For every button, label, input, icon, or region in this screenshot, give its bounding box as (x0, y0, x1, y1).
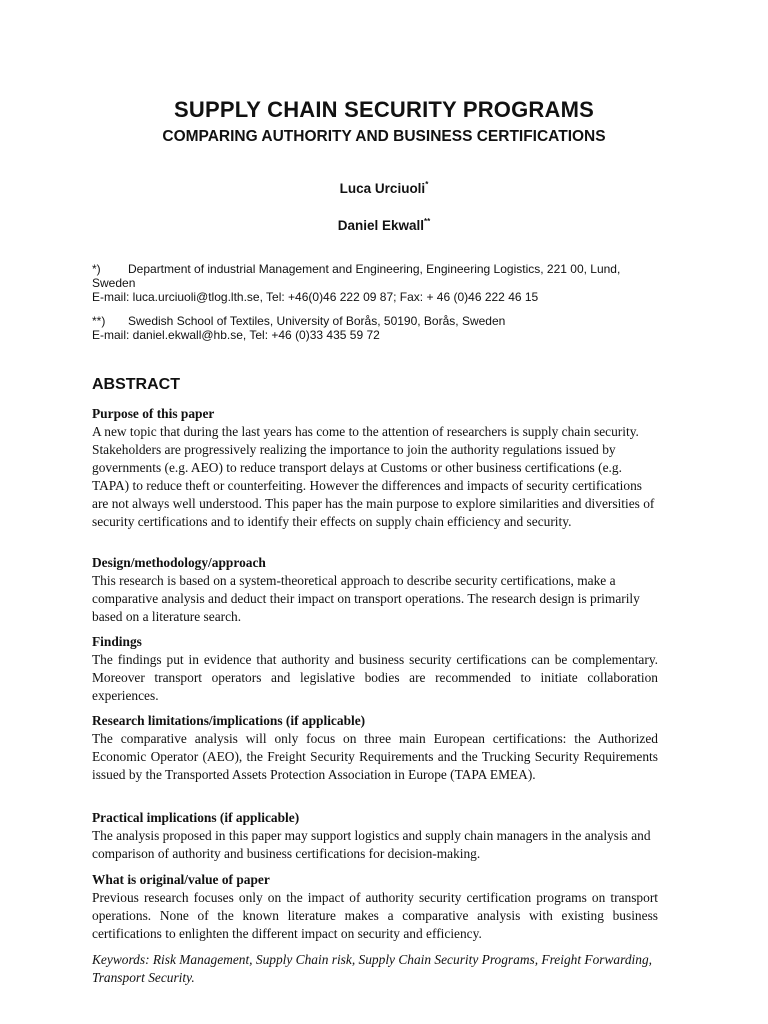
affiliation-line: Sweden (92, 276, 136, 290)
affiliation-mark: **) (92, 314, 106, 328)
affiliation-line: Department of industrial Management and Engineering, Engineering Logistics, 221 00, Lund, (128, 262, 621, 276)
affiliation-2 (92, 314, 672, 342)
section-text: A new topic that during the last years has come to the attention of researchers is supply chain security. Stakeholders are progressively realizing the importance to join the authority regulations issued by governments (e.g. AEO) to reduce transport delays at Customs or other business certifications (e.g. TAPA) to reduce theft or counterfeiting. However the differences and impacts of security certifications are not always well understood. This paper has the main purpose to explore similarities and diversities of security certifications and to identify their effects on supply chain efficiency and security. (92, 424, 655, 529)
section-heading: Purpose of this paper (92, 406, 215, 421)
affiliation-mark: *) (92, 262, 101, 276)
affiliation-email: E-mail: daniel.ekwall@hb.se, Tel: +46 (0)33 435 59 72 (92, 328, 380, 342)
section-purpose (92, 405, 658, 531)
author-mark: ** (424, 217, 431, 226)
section-heading: Findings (92, 634, 142, 649)
abstract-heading: ABSTRACT (92, 376, 180, 393)
section-text: This research is based on a system-theoretical approach to describe security certifications, make a comparative analysis and deduct their impact on transport operations. The research design is primarily based on a literature search. (92, 573, 640, 624)
section-heading: Practical implications (if applicable) (92, 810, 300, 825)
author-2 (0, 217, 768, 233)
section-text: The analysis proposed in this paper may support logistics and supply chain managers in the analysis and comparison of authority and business certifications for decision-making. (92, 828, 651, 861)
section-methodology (92, 554, 658, 626)
author-mark: * (425, 180, 429, 189)
section-text: The findings put in evidence that authority and business security certifications can be complementary. Moreover transport operators and legislative bodies are recommended to initiate collaboration experiences. (92, 652, 658, 703)
section-limitations (92, 712, 658, 784)
author-1 (0, 180, 768, 196)
affiliation-line: Swedish School of Textiles, University of Borås, 50190, Borås, Sweden (128, 314, 506, 328)
section-heading: What is original/value of paper (92, 872, 270, 887)
section-text: The comparative analysis will only focus on three main European certifications: the Authorized Economic Operator (AEO), the Freight Security Requirements and the Trucking Security Requirements issued by the Transported Assets Protection Association in Europe (TAPA EMEA). (92, 731, 658, 782)
section-original-value (92, 871, 658, 943)
section-text: Previous research focuses only on the impact of authority security certification programs on transport operations. None of the known literature makes a comparative analysis with existing business certifications to enlighten the different impact on security and efficiency. (92, 890, 658, 941)
paper-title: SUPPLY CHAIN SECURITY PROGRAMS (173, 97, 594, 122)
author-name: Daniel Ekwall (337, 218, 425, 233)
section-practical (92, 809, 658, 863)
author-name: Luca Urciuoli (339, 181, 426, 196)
section-findings (92, 633, 658, 705)
section-heading: Design/methodology/approach (92, 555, 266, 570)
section-heading: Research limitations/implications (if applicable) (92, 713, 366, 728)
affiliation-1 (92, 262, 672, 304)
affiliation-email: E-mail: luca.urciuoli@tlog.lth.se, Tel: +46(0)46 222 09 87; Fax: + 46 (0)46 222 46 15 (92, 290, 539, 304)
keywords: Keywords: Risk Management, Supply Chain risk, Supply Chain Security Programs, Freight Forwarding, Transport Security. (92, 952, 652, 985)
paper-subtitle: COMPARING AUTHORITY AND BUSINESS CERTIFICATIONS (162, 128, 606, 145)
